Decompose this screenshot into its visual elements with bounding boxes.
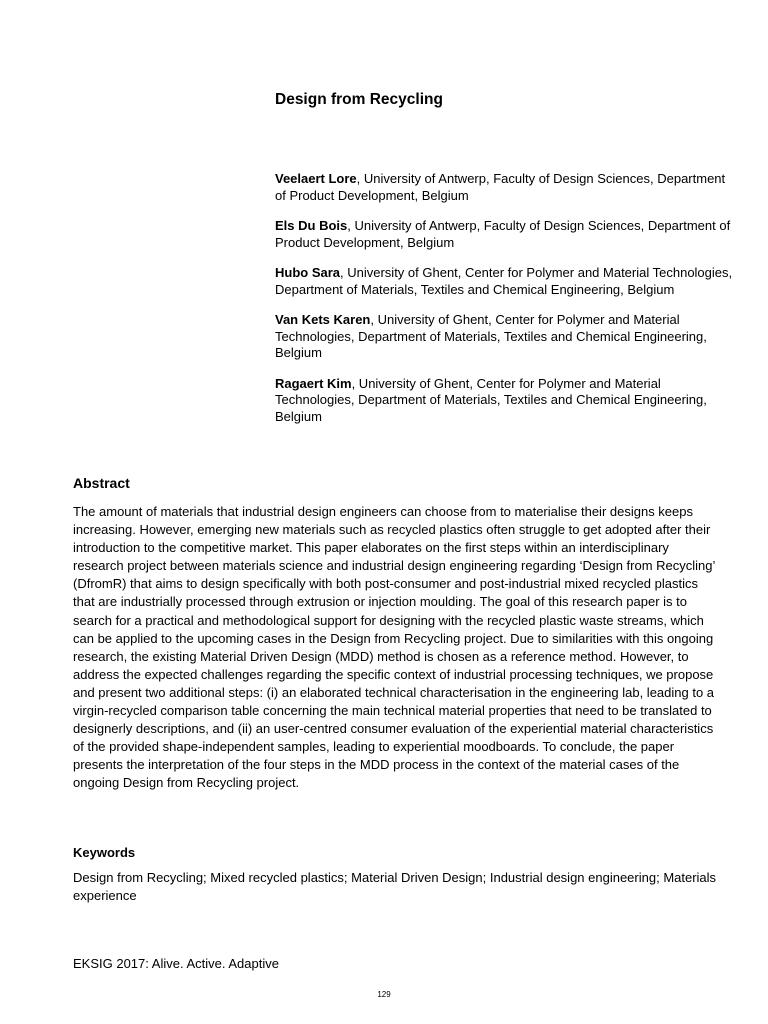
author-name: Els Du Bois: [275, 218, 348, 233]
author-entry: [275, 218, 735, 251]
author-list: [275, 171, 735, 439]
author-entry: [275, 171, 735, 204]
author-entry: [275, 312, 735, 362]
author-name: Hubo Sara: [275, 265, 341, 280]
abstract-heading: Abstract: [73, 475, 130, 491]
author-name: Van Kets Karen: [275, 312, 371, 327]
author-affiliation: , University of Ghent, Center for Polymer and Material Technologies, Department of Materials, Textiles and Chemical Engineering, Belgium: [275, 375, 707, 424]
author-name: Ragaert Kim: [275, 375, 352, 391]
author-entry: [275, 265, 735, 298]
paper-title: Design from Recycling: [275, 91, 443, 108]
author-affiliation: , University of Ghent, Center for Polymer and Material Technologies, Department of Materials, Textiles and Chemical Engineering, Belgium: [275, 312, 707, 360]
author-affiliation: , University of Antwerp, Faculty of Design Sciences, Department of Product Development, Belgium: [275, 218, 731, 250]
keywords-heading: Keywords: [73, 845, 136, 860]
abstract-body: The amount of materials that industrial design engineers can choose from to materialise their designs keeps increasing. However, emerging new materials such as recycled plastics often struggle to get adopted after their introduction to the competitive market. This paper elaborates on the first steps within an interdisciplinary research project between materials science and industrial design engineering regarding ‘Design from Recycling’ (DfromR) that aims to design specifically with both post-consumer and post-industrial mixed recycled plastics that are industrially processed through extrusion or injection moulding. The goal of this research paper is to search for a practical and methodological support for designing with the recycled plastic waste streams, which can be applied to the upcoming cases in the Design from Recycling project. Due to similarities with this ongoing research, the existing Material Driven Design (MDD) method is chosen as a reference method. However, to address the expected challenges regarding the specific context of industrial processing techniques, we propose and present two additional steps: (i) an elaborated technical characterisation in the engineering lab, leading to a virgin-recycled comparison table concerning the main technical material properties that need to be translated to designerly descriptions, and (ii) an user-centred consumer evaluation of the experiential material characteristics of the provided shape-independent samples, leading to experiential moodboards. To conclude, the paper presents the interpretation of the four steps in the MDD process in the context of the material cases of the ongoing Design from Recycling project.: [73, 504, 715, 791]
author-name: Veelaert Lore: [275, 171, 357, 186]
conference-footer: EKSIG 2017: Alive. Active. Adaptive: [73, 956, 279, 971]
author-affiliation: , University of Ghent, Center for Polymer and Material Technologies, Department of Materials, Textiles and Chemical Engineering, Belgium: [275, 265, 733, 297]
page-number: 129: [377, 990, 391, 999]
author-affiliation: , University of Antwerp, Faculty of Design Sciences, Department of Product Development, Belgium: [275, 171, 726, 203]
keywords-body: Design from Recycling; Mixed recycled plastics; Material Driven Design; Industrial design engineering; Materials experience: [73, 870, 717, 903]
author-entry: [275, 376, 735, 426]
